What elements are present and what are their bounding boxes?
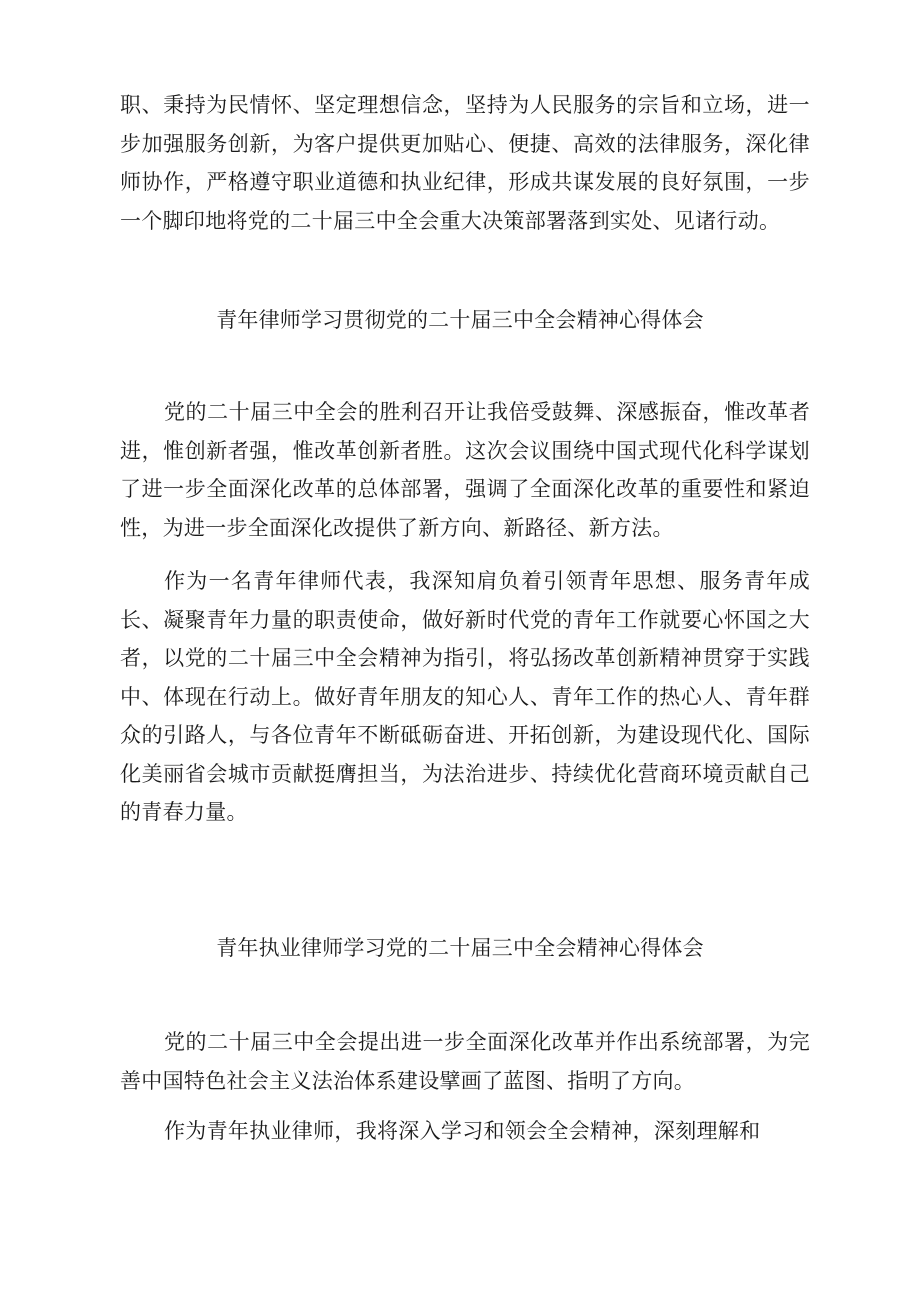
section-2-title: 青年执业律师学习党的二十届三中全会精神心得体会 (216, 936, 704, 960)
intro-paragraph: 职、秉持为民情怀、坚定理想信念，坚持为人民服务的宗旨和立场，进一步加强服务创新，为客户提供更加贴心、便捷、高效的法律服务，深化律师协作，严格遵守职业道德和执业纪律，形成共谋发展的良好氛围，一步一个脚印地将党的二十届三中全会重大决策部署落到实处、见诸行动。 (120, 93, 810, 233)
section-1-paragraph-1: 党的二十届三中全会的胜利召开让我倍受鼓舞、深感振奋，惟改革者进，惟创新者强，惟改革创新者胜。这次会议围绕中国式现代化科学谋划了进一步全面深化改革的总体部署，强调了全面深化改革的重要性和紧迫性，为进一步全面深化改提供了新方向、新路径、新方法。 (120, 400, 810, 540)
section-2-paragraph-1: 党的二十届三中全会提出进一步全面深化改革并作出系统部署，为完善中国特色社会主义法治体系建设擘画了蓝图、指明了方向。 (120, 1030, 810, 1093)
section-1-title: 青年律师学习贯彻党的二十届三中全会精神心得体会 (216, 308, 704, 332)
section-2-paragraph-2: 作为青年执业律师，我将深入学习和领会全会精神，深刻理解和 (164, 1119, 761, 1143)
section-1-paragraph-2: 作为一名青年律师代表，我深知肩负着引领青年思想、服务青年成长、凝聚青年力量的职责使命，做好新时代党的青年工作就要心怀国之大者，以党的二十届三中全会精神为指引，将弘扬改革创新精神贯穿于实践中、体现在行动上。做好青年朋友的知心人、青年工作的热心人、青年群众的引路人，与各位青年不断砥砺奋进、开拓创新，为建设现代化、国际化美丽省会城市贡献挺膺担当，为法治进步、持续优化营商环境贡献自己的青春力量。 (120, 569, 810, 824)
